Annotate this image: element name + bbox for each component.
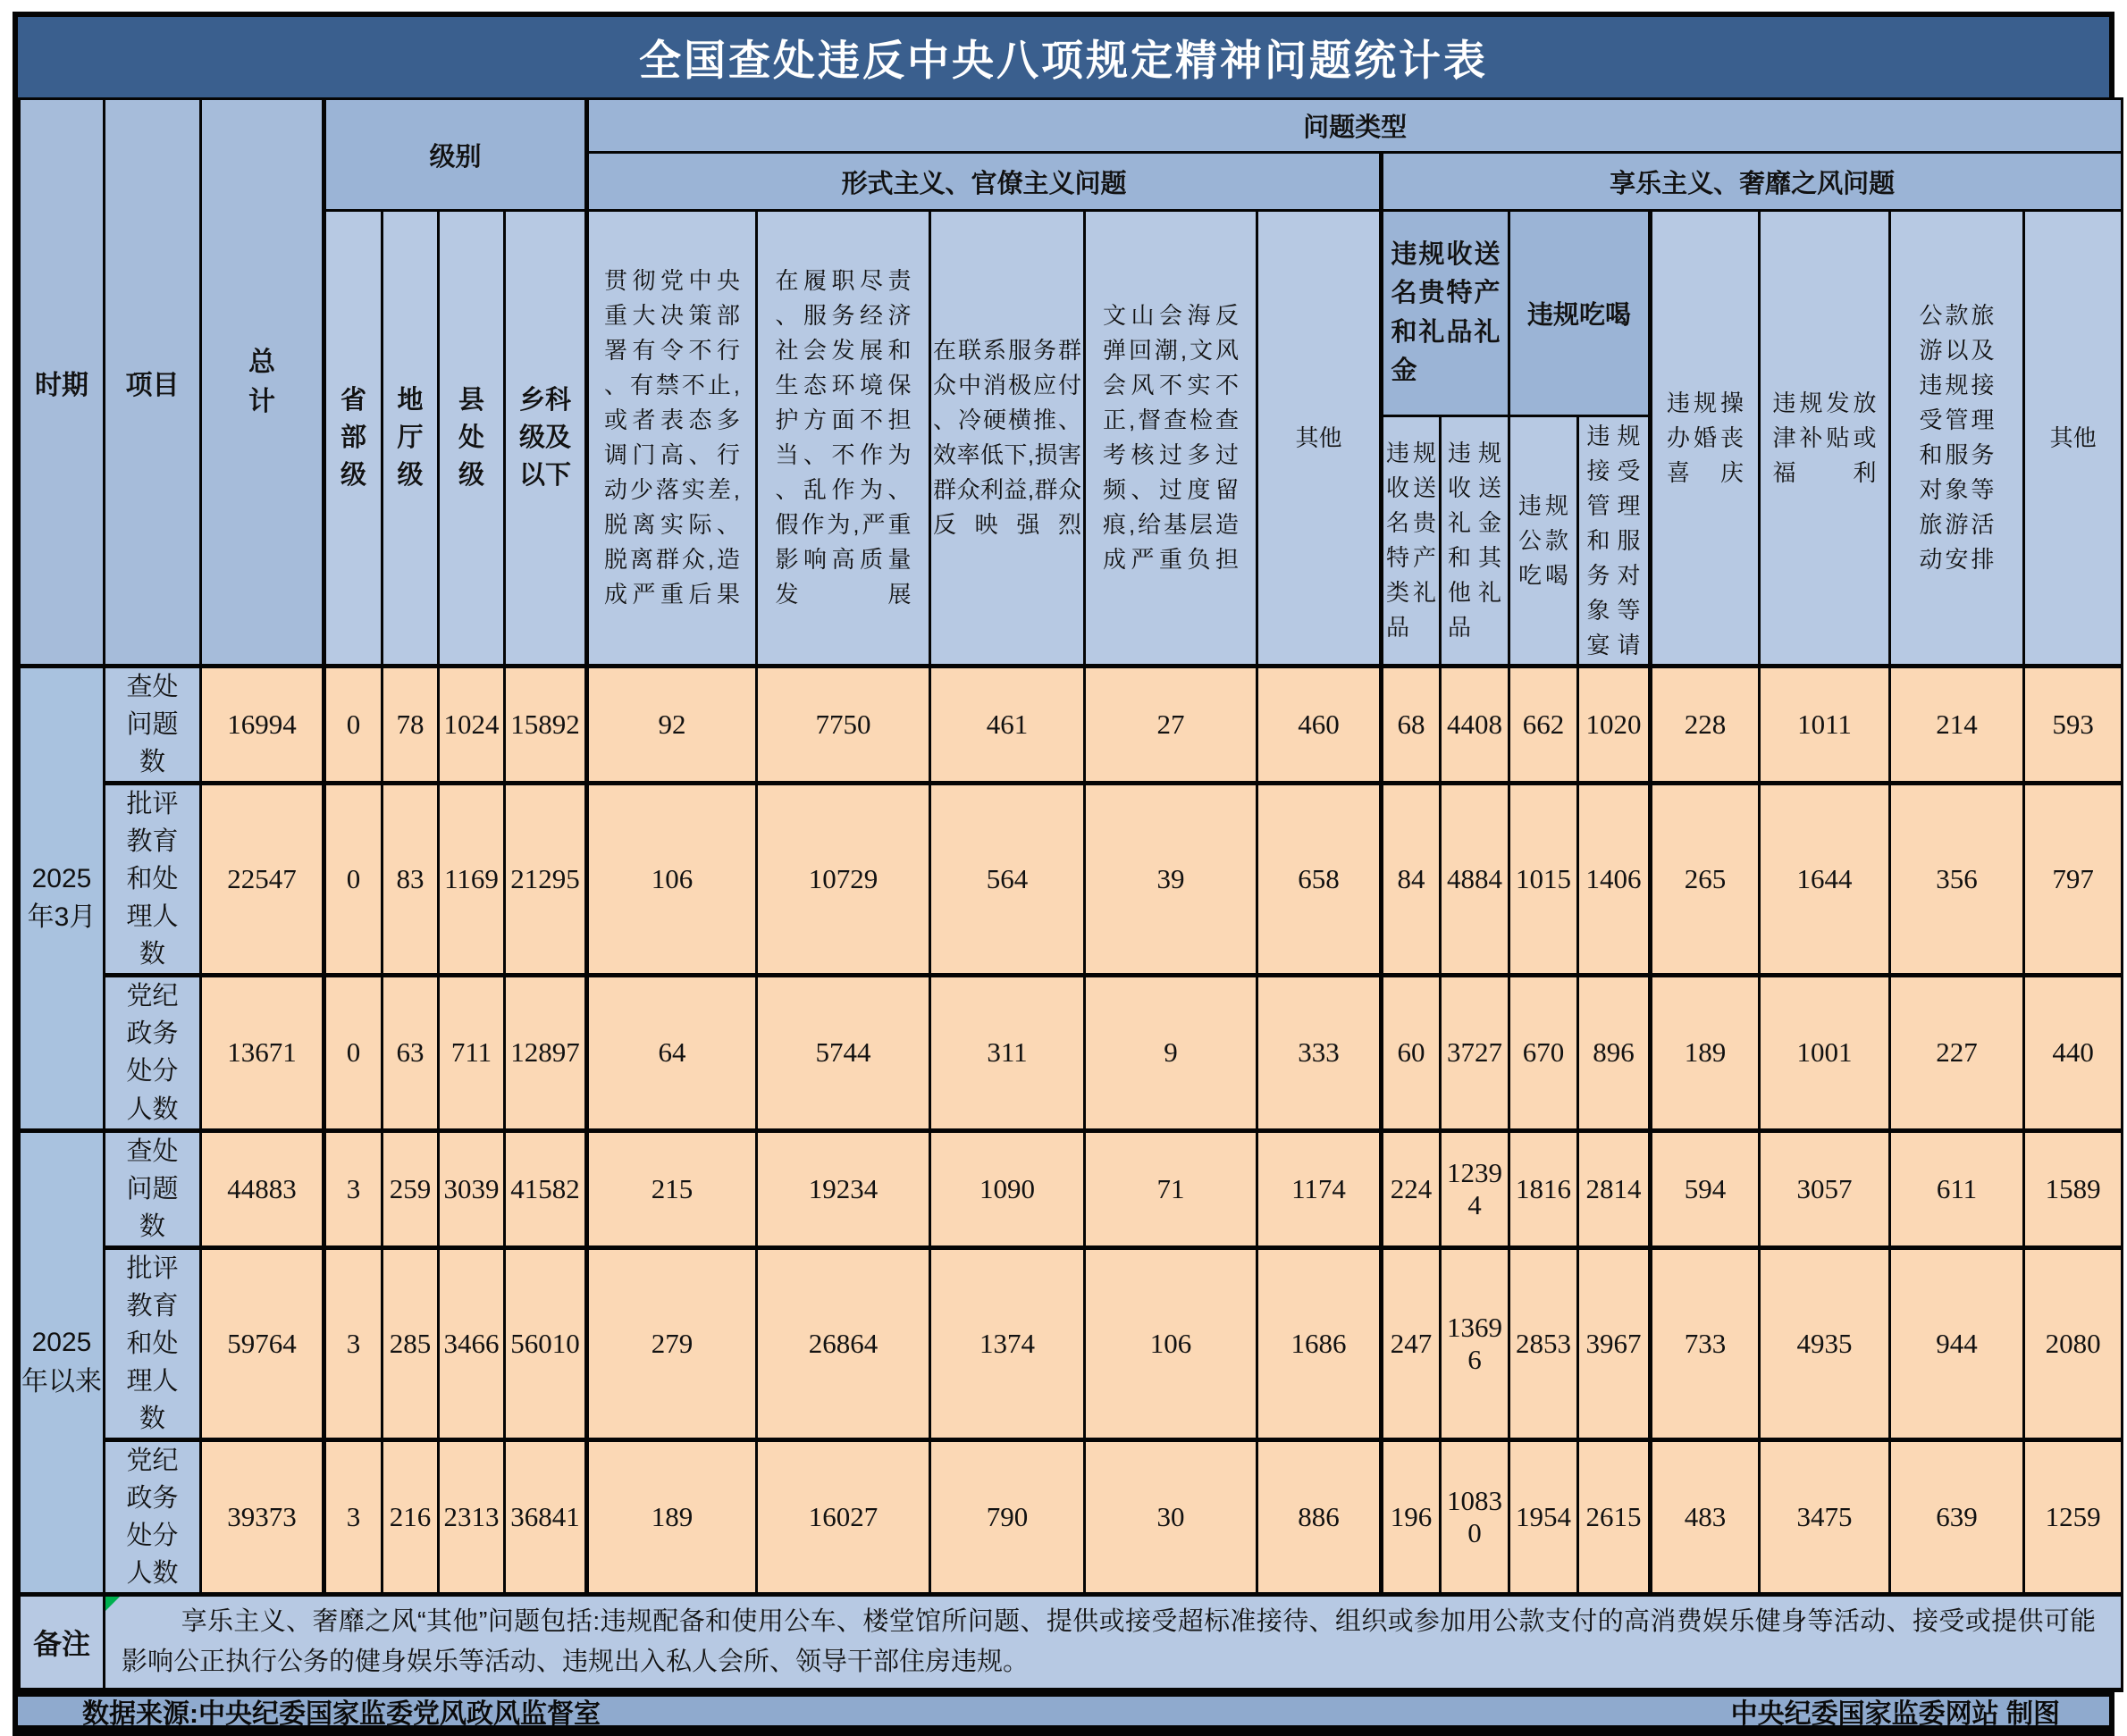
table-row [20,1439,2123,1594]
data-cell: 1644 [1760,784,1890,976]
period-text: 2025年3月 [27,863,97,933]
data-cell: 247 [1382,1247,1441,1439]
data-cell: 16027 [757,1439,930,1594]
data-cell: 265 [1651,784,1760,976]
data-cell: 196 [1382,1439,1441,1594]
statistics-table [18,97,2123,1692]
row-label [105,976,201,1130]
title-bar [18,17,2109,97]
remark-row [20,1595,2123,1690]
data-cell: 106 [587,784,757,976]
data-cell: 39373 [201,1439,324,1594]
header-gift-col-2-text: 违规收送礼金和其他礼品 [1448,440,1502,641]
data-cell: 886 [1257,1439,1382,1594]
header-formalism-col-4-text: 文山会海反弹回潮,文风会风不实不正,督查检查考核过多过频、过度留痕,给基层造成严重负担 [1103,302,1240,573]
header-dining-col-1 [1509,416,1578,667]
data-cell: 3475 [1760,1439,1890,1594]
data-cell: 1954 [1509,1439,1578,1594]
data-cell: 311 [930,976,1085,1130]
data-cell: 227 [1890,976,2024,1130]
row-label [105,784,201,976]
data-cell: 41582 [505,1130,587,1247]
data-cell: 36841 [505,1439,587,1594]
row-label-text: 党纪政务处分人数 [126,1446,179,1589]
row-label-text: 查处问题数 [126,1136,179,1241]
header-level-county-text: 县处级 [458,385,484,491]
data-cell: 285 [383,1247,439,1439]
data-cell: 259 [383,1130,439,1247]
header-level-township-text: 乡科级及以下 [518,385,571,491]
row-label [105,1439,201,1594]
data-cell: 39 [1085,784,1257,976]
header-formalism-group [587,153,1382,211]
data-cell: 4935 [1760,1247,1890,1439]
data-cell: 44883 [201,1130,324,1247]
table-row [20,1130,2123,1247]
data-cell: 7750 [757,667,930,784]
header-total [201,99,324,667]
data-cell: 215 [587,1130,757,1247]
data-cell: 1816 [1509,1130,1578,1247]
data-cell: 13671 [201,976,324,1130]
data-cell: 60 [1382,976,1441,1130]
data-cell: 440 [2024,976,2123,1130]
data-cell: 2615 [1578,1439,1651,1594]
statistics-sheet [13,12,2114,1736]
header-dining-col-2-text: 违规接受管理和服务对象等宴请 [1586,422,1641,658]
data-cell: 13696 [1441,1247,1509,1439]
data-cell: 944 [1890,1247,2024,1439]
data-cell: 224 [1382,1130,1441,1247]
header-level-township [505,211,587,667]
header-formalism-col-2 [757,211,930,667]
header-formalism-col-2-text: 在履职尽责、服务经济社会发展和生态环境保护方面不担当、不作为、乱作为、假作为,严重影响高质量发展 [775,267,912,608]
data-cell: 78 [383,667,439,784]
data-cell: 1589 [2024,1130,2123,1247]
header-dining-group-text: 违规吃喝 [1527,301,1632,330]
data-cell: 662 [1509,667,1578,784]
header-formalism-col-3-text: 在联系服务群众中消极应付、冷硬横推、效率低下,损害群众利益,群众反映强烈 [933,337,1082,538]
data-cell: 12897 [505,976,587,1130]
data-cell: 214 [1890,667,2024,784]
header-formalism-col-3 [930,211,1085,667]
data-cell: 216 [383,1439,439,1594]
header-formalism-col-1-text: 贯彻党中央重大决策部署有令不行、有禁不止,或者表态多调门高、行动少落实差,脱离实际、脱离群众,造成严重后果 [604,267,741,608]
remark-label [20,1595,105,1690]
data-cell: 658 [1257,784,1382,976]
data-cell: 593 [2024,667,2123,784]
data-cell: 1024 [439,667,505,784]
data-source: 数据来源:中央纪委国家监委党风政风监督室 [82,1699,601,1729]
data-cell: 27 [1085,667,1257,784]
header-level-group-text: 级别 [429,142,482,172]
footer-bar [18,1692,2109,1731]
header-level-province [324,211,383,667]
data-cell: 63 [383,976,439,1130]
data-cell: 15892 [505,667,587,784]
data-cell: 483 [1651,1439,1760,1594]
data-cell: 4884 [1441,784,1509,976]
row-label-text: 批评教育和处理人数 [126,790,179,969]
header-level-county [439,211,505,667]
period-cell-march [20,667,105,1131]
comment-marker-icon [105,1597,120,1611]
data-cell: 5744 [757,976,930,1130]
data-cell: 59764 [201,1247,324,1439]
data-cell: 71 [1085,1130,1257,1247]
header-allowances [1760,211,1890,667]
data-cell: 26864 [757,1247,930,1439]
data-cell: 594 [1651,1130,1760,1247]
header-item [105,99,201,667]
period-text: 2025年以来 [21,1328,102,1396]
row-label [105,1130,201,1247]
header-allowances-text: 违规发放津补贴或福利 [1772,389,1877,486]
header-wedding-funeral [1651,211,1760,667]
data-cell: 106 [1085,1247,1257,1439]
data-cell: 10729 [757,784,930,976]
header-dining-col-2 [1578,416,1651,667]
header-dining-col-1-text: 违规公款吃喝 [1518,491,1569,589]
page-title: 全国查处违反中央八项规定精神问题统计表 [639,38,1488,85]
data-cell: 2853 [1509,1247,1578,1439]
data-cell: 64 [587,976,757,1130]
data-cell: 22547 [201,784,324,976]
data-cell: 670 [1509,976,1578,1130]
data-cell: 733 [1651,1247,1760,1439]
row-label-text: 党纪政务处分人数 [126,982,179,1124]
header-wedding-funeral-text: 违规操办婚丧喜庆 [1667,389,1744,486]
table-row [20,667,2123,784]
header-gift-group [1382,211,1509,416]
header-problem-type-text: 问题类型 [1303,113,1408,142]
data-cell: 68 [1382,667,1441,784]
data-cell: 1011 [1760,667,1890,784]
row-label-text: 批评教育和处理人数 [126,1254,179,1433]
header-dining-group [1509,211,1651,416]
data-cell: 56010 [505,1247,587,1439]
header-hedonism-other-text: 其他 [2049,424,2097,451]
data-cell: 3466 [439,1247,505,1439]
period-cell-ytd [20,1130,105,1595]
header-hedonism-group [1382,153,2123,211]
data-cell: 564 [930,784,1085,976]
data-cell: 3727 [1441,976,1509,1130]
header-public-travel [1890,211,2024,667]
header-formalism-other [1257,211,1382,667]
data-cell: 1374 [930,1247,1085,1439]
row-label-text: 查处问题数 [126,673,179,777]
data-cell: 83 [383,784,439,976]
header-formalism-other-text: 其他 [1295,424,1342,451]
data-cell: 1020 [1578,667,1651,784]
data-cell: 9 [1085,976,1257,1130]
row-label [105,667,201,784]
data-cell: 3 [324,1247,383,1439]
data-cell: 0 [324,976,383,1130]
data-cell: 639 [1890,1439,2024,1594]
header-gift-col-1 [1382,416,1441,667]
data-cell: 1169 [439,784,505,976]
data-cell: 1015 [1509,784,1578,976]
header-gift-group-text: 违规收送名贵特产和礼品礼金 [1391,239,1501,385]
data-cell: 0 [324,667,383,784]
data-cell: 21295 [505,784,587,976]
header-public-travel-text: 公款旅游以及违规接受管理和服务对象等旅游活动安排 [1919,302,1995,573]
data-cell: 4408 [1441,667,1509,784]
data-cell: 1090 [930,1130,1085,1247]
header-gift-col-2 [1441,416,1509,667]
data-cell: 10830 [1441,1439,1509,1594]
data-cell: 797 [2024,784,2123,976]
table-row [20,976,2123,1130]
remark-cell [105,1595,2123,1690]
remark-text: 享乐主义、奢靡之风“其他”问题包括:违规配备和使用公车、楼堂馆所问题、提供或接受超标准接待、组织或参加用公款支付的高消费娱乐健身等活动、接受或提供可能影响公正执行公务的健身娱乐等活动、违规出入私人会所、领导干部住房违规。 [122,1607,2097,1677]
header-item-text: 项目 [125,370,180,400]
data-cell: 92 [587,667,757,784]
header-level-province-text: 省部级 [340,385,366,491]
data-cell: 12394 [1441,1130,1509,1247]
data-cell: 19234 [757,1130,930,1247]
data-cell: 2814 [1578,1130,1651,1247]
header-formalism-col-4 [1085,211,1257,667]
data-cell: 1259 [2024,1439,2123,1594]
data-cell: 1686 [1257,1247,1382,1439]
data-cell: 790 [930,1439,1085,1594]
data-cell: 228 [1651,667,1760,784]
table-row [20,784,2123,976]
data-cell: 356 [1890,784,2024,976]
table-row [20,1247,2123,1439]
data-cell: 189 [1651,976,1760,1130]
data-cell: 16994 [201,667,324,784]
header-hedonism-other [2024,211,2123,667]
header-formalism-text: 形式主义、官僚主义问题 [841,169,1127,198]
data-cell: 1001 [1760,976,1890,1130]
header-problem-type-group [587,99,2123,153]
header-level-prefecture-text: 地厅级 [397,385,424,491]
data-cell: 1174 [1257,1130,1382,1247]
data-cell: 0 [324,784,383,976]
data-cell: 611 [1890,1130,2024,1247]
data-cell: 3039 [439,1130,505,1247]
data-cell: 333 [1257,976,1382,1130]
credit: 中央纪委国家监委网站 制图 [1730,1699,2060,1729]
data-cell: 3057 [1760,1130,1890,1247]
header-formalism-col-1 [587,211,757,667]
header-level-prefecture [383,211,439,667]
data-cell: 461 [930,667,1085,784]
header-level-group [324,99,587,211]
data-cell: 896 [1578,976,1651,1130]
data-cell: 3 [324,1439,383,1594]
row-label [105,1247,201,1439]
header-gift-col-1-text: 违规收送名贵特产类礼品 [1386,440,1437,641]
data-cell: 84 [1382,784,1441,976]
data-cell: 2080 [2024,1247,2123,1439]
header-period-text: 时期 [35,370,88,400]
data-cell: 30 [1085,1439,1257,1594]
data-cell: 2313 [439,1439,505,1594]
data-cell: 3967 [1578,1247,1651,1439]
data-cell: 460 [1257,667,1382,784]
data-cell: 3 [324,1130,383,1247]
data-cell: 711 [439,976,505,1130]
data-cell: 189 [587,1439,757,1594]
data-cell: 279 [587,1247,757,1439]
header-hedonism-text: 享乐主义、奢靡之风问题 [1610,169,1896,198]
data-cell: 1406 [1578,784,1651,976]
header-period [20,99,105,667]
remark-label-text: 备注 [32,1628,90,1661]
header-total-text: 总计 [248,348,275,416]
